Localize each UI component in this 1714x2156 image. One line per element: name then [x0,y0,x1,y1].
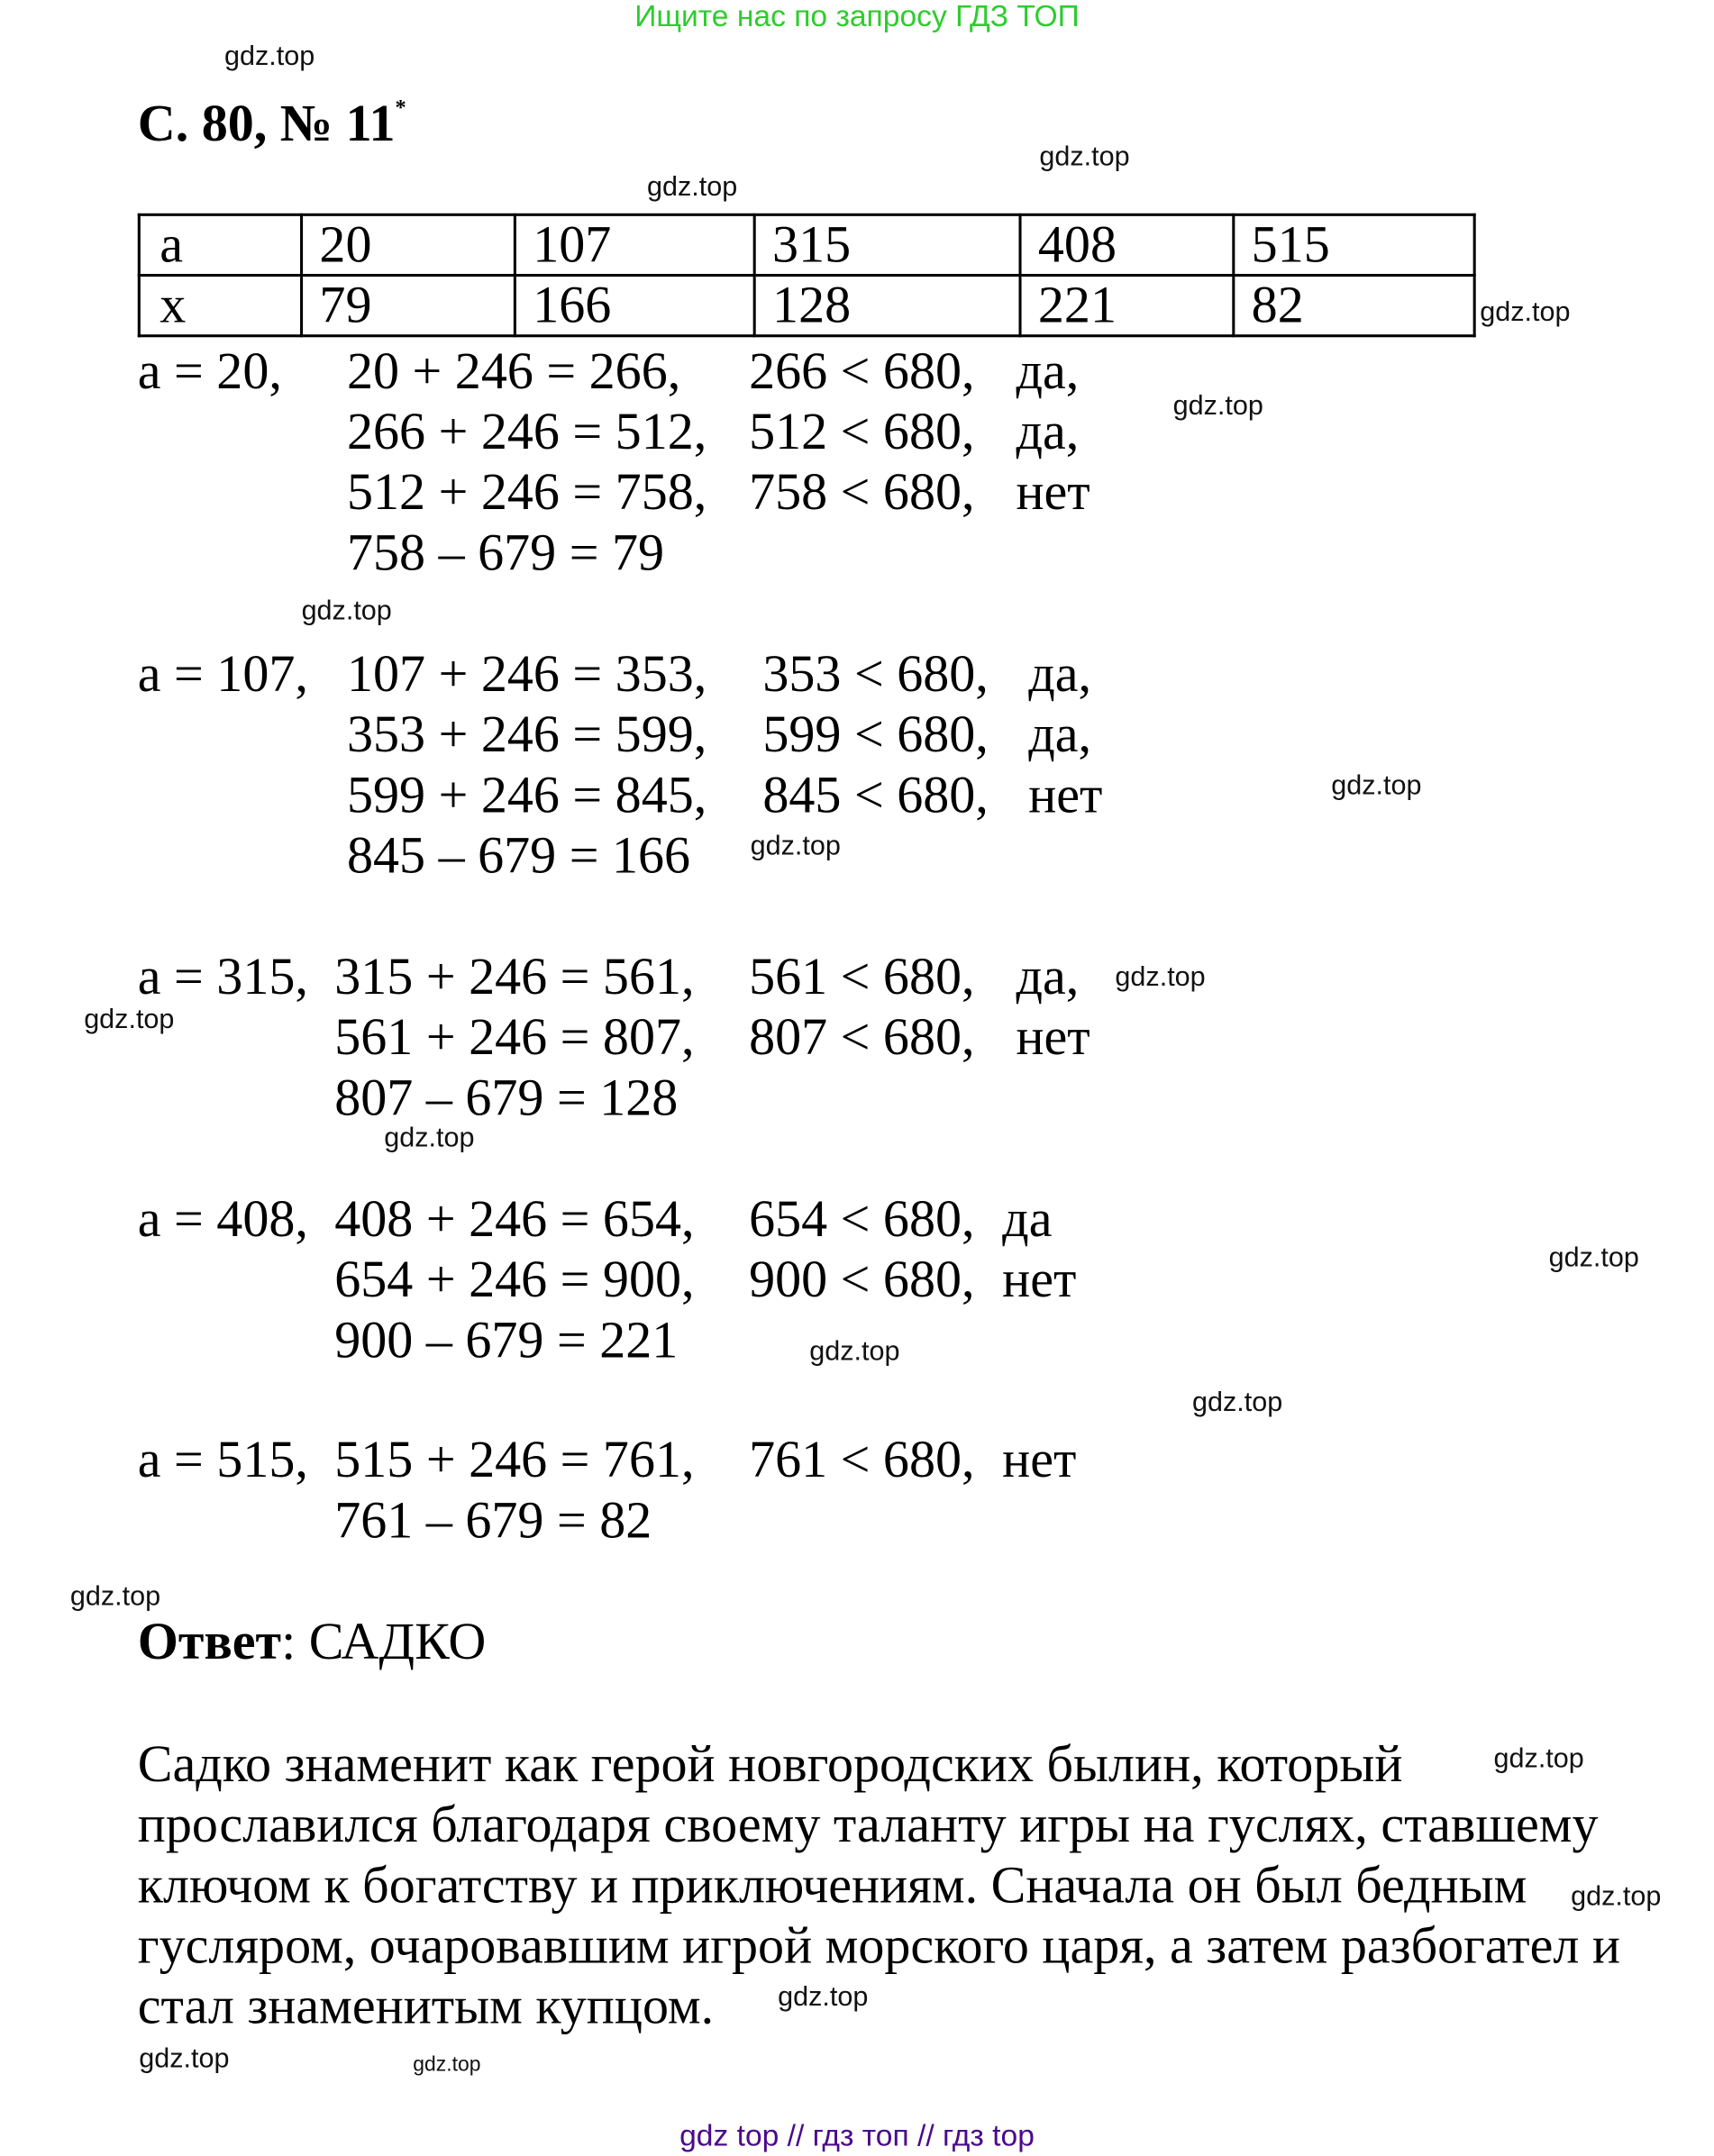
table-cell: 515 [1234,214,1474,275]
equation: 353 + 246 = 599, [346,705,707,764]
watermark: gdz.top [84,1005,175,1035]
table-cell: x [139,276,301,336]
table-cell: 107 [515,214,754,275]
verdict: нет [1002,1431,1077,1489]
equation: 515 + 246 = 761, [334,1431,695,1489]
table-cell: 221 [1020,276,1234,336]
verdict: да, [1028,705,1092,764]
verdict: нет [1016,1008,1090,1067]
verdict: нет [1028,766,1103,825]
paragraph-line: гусляром, очаровавшим игрой морского царя, а затем разбогател и [137,1917,1620,1976]
table-cell: 128 [754,276,1020,336]
paragraph-line: стал знаменитым купцом. [137,1978,715,2036]
watermark: gdz.top [1548,1242,1639,1274]
comparison: 845 < 680, [762,766,989,825]
equation: 845 – 679 = 166 [346,827,691,886]
equation: 900 – 679 = 221 [334,1311,679,1370]
title-text: С. 80, № 11 [137,95,396,153]
block-label: a = 315, [137,948,308,1006]
equation: 20 + 246 = 266, [346,342,681,401]
values-table [138,214,1476,337]
answer [137,1613,487,1671]
comparison: 512 < 680, [749,403,975,461]
table-cell: 315 [754,214,1020,275]
watermark: gdz.top [1039,141,1130,172]
comparison: 654 < 680, [749,1190,975,1249]
table-cell: a [139,214,301,275]
verdict: да, [1028,645,1092,704]
table-cell: 79 [302,276,515,336]
comparison: 266 < 680, [749,342,975,401]
answer-label: Ответ [137,1613,282,1671]
table-cell: 408 [1020,214,1234,275]
watermark: gdz.top [384,1123,475,1154]
watermark: gdz.top [413,2052,481,2077]
watermark: gdz.top [69,1581,161,1612]
watermark: gdz.top [1480,296,1571,328]
verdict: да, [1016,403,1080,461]
equation: 266 + 246 = 512, [346,403,707,461]
answer-value: : САДКО [281,1613,487,1671]
verdict: да, [1016,948,1080,1006]
watermark: gdz.top [778,1981,869,2013]
equation: 599 + 246 = 845, [346,766,707,825]
table-cell: 166 [515,276,754,336]
table-cell: 82 [1234,276,1474,336]
verdict: да, [1016,342,1080,401]
table-cell: 20 [302,214,515,275]
watermark: gdz.top [1172,390,1263,422]
watermark: gdz.top [139,2043,230,2075]
watermark: gdz.top [1115,961,1206,993]
verdict: нет [1002,1251,1077,1309]
paragraph-line: прославился благодаря своему таланту игры на гуслях, ставшему [137,1796,1599,1854]
watermark: gdz.top [1191,1387,1283,1418]
table-row [139,276,1474,336]
equation: 408 + 246 = 654, [334,1190,695,1249]
equation: 512 + 246 = 758, [346,463,707,522]
equation: 315 + 246 = 561, [334,948,695,1006]
comparison: 353 < 680, [762,645,989,704]
verdict: нет [1016,463,1090,522]
equation: 758 – 679 = 79 [346,524,665,583]
watermark: gdz.top [1331,770,1422,802]
block-label: a = 20, [137,342,282,401]
watermark: gdz.top [224,41,315,72]
equation: 807 – 679 = 128 [334,1069,679,1128]
watermark: gdz.top [750,831,841,862]
comparison: 758 < 680, [749,463,975,522]
watermark: gdz.top [647,171,738,203]
block-label: a = 515, [137,1431,308,1489]
equation: 107 + 246 = 353, [346,645,707,704]
page-title [137,95,406,153]
paragraph-line: Садко знаменит как герой новгородских былин, который [137,1735,1403,1794]
comparison: 599 < 680, [762,705,989,764]
comparison: 807 < 680, [749,1008,975,1067]
promo-banner[interactable]: Ищите нас по запросу ГДЗ ТОП [634,0,1080,33]
watermark: gdz.top [301,596,392,627]
verdict: да [1002,1190,1053,1249]
comparison: 761 < 680, [749,1431,975,1489]
block-label: a = 408, [137,1190,308,1249]
block-label: a = 107, [137,645,308,704]
equation: 561 + 246 = 807, [334,1008,695,1067]
watermark: gdz.top [809,1336,900,1368]
watermark: gdz.top [1571,1881,1662,1912]
paragraph-line: ключом к богатству и приключениям. Сначала он был бедным [137,1856,1527,1915]
title-asterisk: * [395,96,406,120]
equation: 654 + 246 = 900, [334,1251,695,1309]
equation: 761 – 679 = 82 [334,1492,652,1551]
comparison: 561 < 680, [749,948,975,1006]
comparison: 900 < 680, [749,1251,975,1309]
watermark: gdz.top [1493,1743,1584,1775]
footer-links[interactable]: gdz top // гдз топ // гдз top [679,2118,1035,2153]
table-row [139,214,1474,275]
